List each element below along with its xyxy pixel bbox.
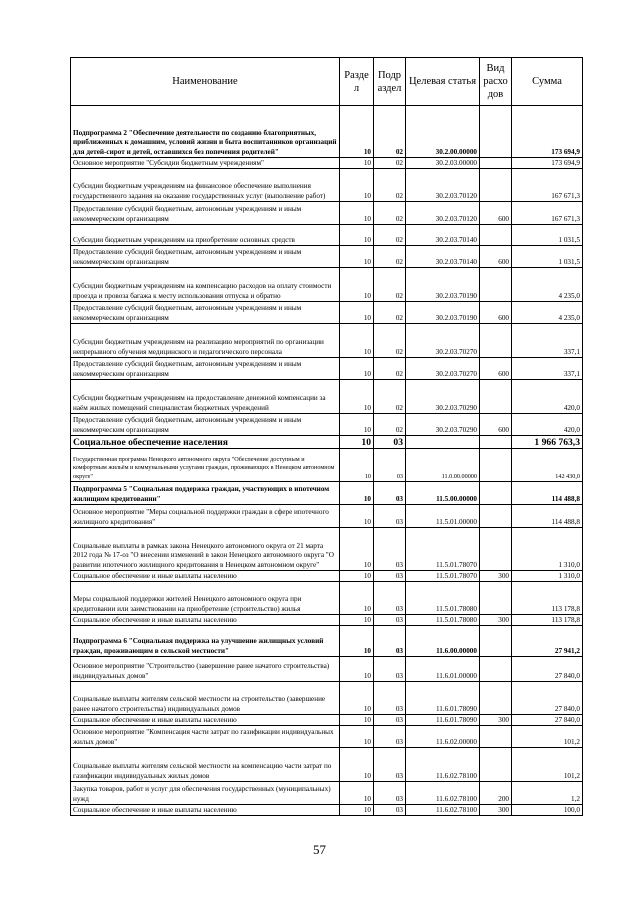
row-section: 10 [340,571,374,582]
row-expense-type: 300 [480,805,512,816]
row-expense-type: 600 [480,246,512,268]
row-subsection: 02 [374,302,406,324]
table-row [71,324,583,358]
row-expense-type [480,626,512,657]
row-name: Предоставление субсидий бюджетным, автономным учреждениям и иным некоммерческим организациям [71,358,340,380]
row-subsection: 03 [374,528,406,571]
row-expense-type: 300 [480,615,512,626]
row-name: Предоставление субсидий бюджетным, автономным учреждениям и иным некоммерческим организациям [71,246,340,268]
row-name: Субсидии бюджетным учреждениям на компенсацию расходов на оплату стоимости проезда и провоза багажа к месту использования отпуска и обратно [71,268,340,302]
table-row [71,615,583,626]
table-row [71,358,583,380]
row-sum: 4 235,0 [512,302,583,324]
row-expense-type: 600 [480,302,512,324]
row-section: 10 [340,782,374,805]
table-row [71,158,583,169]
table-row [71,782,583,805]
table-header-row [71,58,583,106]
row-sum: 27 840,0 [512,715,583,726]
budget-table [70,57,583,816]
table-row [71,380,583,414]
row-name: Субсидии бюджетным учреждениям на финансовое обеспечение выполнения государственного задания на оказание государственных услуг (выполнение работ) [71,169,340,202]
row-subsection: 02 [374,414,406,436]
row-name: Социальное обеспечение и иные выплаты населению [71,615,340,626]
row-name: Социальное обеспечение и иные выплаты населению [71,715,340,726]
row-expense-type: 300 [480,571,512,582]
row-subsection: 03 [374,682,406,715]
row-section: 10 [340,358,374,380]
header-sum: Сумма [512,58,583,106]
row-target: 11.6.01.78090 [406,682,480,715]
row-expense-type [480,726,512,748]
row-expense-type [480,268,512,302]
row-sum: 167 671,3 [512,169,583,202]
row-name: Предоставление субсидий бюджетным, автономным учреждениям и иным некоммерческим организациям [71,302,340,324]
row-sum: 173 694,9 [512,158,583,169]
row-sum: 1 310,0 [512,528,583,571]
row-expense-type [480,449,512,482]
row-name: Социальные выплаты жителям сельской местности на строительство (завершение ранее начатого строительства) индивидуальных домов [71,682,340,715]
row-subsection: 03 [374,626,406,657]
row-name: Предоставление субсидий бюджетным, автономным учреждениям и иным некоммерческим организациям [71,202,340,225]
row-sum: 27 941,2 [512,626,583,657]
row-sum: 101,2 [512,748,583,782]
row-target: 11.6.02.78100 [406,748,480,782]
row-section: 10 [340,246,374,268]
row-name: Основное мероприятие "Строительство (завершение ранее начатого строительства) индивидуальных домов" [71,657,340,682]
row-section: 10 [340,106,374,158]
row-section: 10 [340,748,374,782]
header-section: Разде л [340,58,374,106]
row-subsection: 02 [374,358,406,380]
header-name: Наименование [71,58,340,106]
row-expense-type [480,528,512,571]
row-section: 10 [340,528,374,571]
table-row [71,726,583,748]
row-subsection: 02 [374,324,406,358]
row-target: 11.6.00.00000 [406,626,480,657]
row-sum: 27 840,0 [512,657,583,682]
row-target: 30.2.03.70120 [406,169,480,202]
row-expense-type [480,582,512,615]
header-subsection: Подр аздел [374,58,406,106]
table-body [71,106,583,816]
row-target: 30.2.03.70140 [406,225,480,246]
row-expense-type [480,324,512,358]
row-section: 10 [340,582,374,615]
row-expense-type [480,748,512,782]
table-row [71,246,583,268]
row-expense-type [480,169,512,202]
row-section: 10 [340,615,374,626]
row-subsection: 03 [374,505,406,528]
row-expense-type: 600 [480,358,512,380]
row-sum: 113 178,8 [512,582,583,615]
row-sum: 337,1 [512,358,583,380]
row-sum: 1 031,5 [512,225,583,246]
row-section: 10 [340,380,374,414]
row-section: 10 [340,715,374,726]
row-target: 11.5.01.78070 [406,528,480,571]
row-target: 11.5.01.78080 [406,615,480,626]
table-row [71,715,583,726]
row-expense-type [480,436,512,449]
row-target: 30.2.03.70190 [406,302,480,324]
row-subsection: 03 [374,615,406,626]
row-expense-type [480,482,512,505]
row-sum: 337,1 [512,324,583,358]
table-row [71,414,583,436]
row-target: 30.2.03.70290 [406,414,480,436]
row-target: 30.2.03.70140 [406,246,480,268]
table-row [71,571,583,582]
row-section: 10 [340,169,374,202]
row-sum: 1 031,5 [512,246,583,268]
page-number: 57 [313,842,326,857]
table-row [71,528,583,571]
row-target: 11.5.01.00000 [406,505,480,528]
row-name: Подпрограмма 2 "Обеспечение деятельности по созданию благоприятных, приближенных к домашним, условий жизни и быта воспитанников организаций для детей-сирот и детей, оставшихся без попечения родителей" [71,106,340,158]
row-section: 10 [340,682,374,715]
row-subsection: 03 [374,571,406,582]
row-subsection: 03 [374,715,406,726]
row-name: Подпрограмма 5 "Социальная поддержка граждан, участвующих в ипотечном жилищном кредитовании" [71,482,340,505]
table-row [71,302,583,324]
row-target: 30.2.03.70290 [406,380,480,414]
row-expense-type: 300 [480,715,512,726]
row-section: 10 [340,414,374,436]
row-expense-type: 200 [480,782,512,805]
row-subsection: 02 [374,225,406,246]
table-row [71,169,583,202]
row-target: 11.6.02.78100 [406,805,480,816]
row-target: 11.5.00.00000 [406,482,480,505]
row-subsection: 03 [374,726,406,748]
row-sum: 142 430,0 [512,449,583,482]
row-subsection: 02 [374,268,406,302]
row-target: 30.2.03.70270 [406,324,480,358]
row-expense-type [480,505,512,528]
row-target: 11.6.01.00000 [406,657,480,682]
row-sum: 167 671,3 [512,202,583,225]
budget-table-container [70,57,582,816]
row-section: 10 [340,268,374,302]
row-name: Меры социальной поддержки жителей Ненецкого автономного округа при кредитовании или заимствовании на приобретение (строительство) жилья [71,582,340,615]
table-row [71,748,583,782]
header-expense-type: Вид расхо дов [480,58,512,106]
row-sum: 114 488,8 [512,505,583,528]
row-sum: 420,0 [512,414,583,436]
row-section: 10 [340,657,374,682]
table-row [71,505,583,528]
row-sum: 1 310,0 [512,571,583,582]
row-subsection: 03 [374,449,406,482]
table-row [71,482,583,505]
row-section: 10 [340,505,374,528]
row-name: Государственная программа Ненецкого автономного округа "Обеспечение доступным и комфортным жильём и коммунальными услугами граждан, проживающих в Ненецком автономном округе" [71,449,340,482]
table-row [71,449,583,482]
row-expense-type [480,106,512,158]
row-sum: 4 235,0 [512,268,583,302]
row-name: Основное мероприятие "Меры социальной поддержки граждан в сфере ипотечного жилищного кредитования" [71,505,340,528]
table-row [71,582,583,615]
row-section: 10 [340,726,374,748]
row-subsection: 03 [374,657,406,682]
row-subsection: 02 [374,380,406,414]
row-section: 10 [340,436,374,449]
row-subsection: 02 [374,169,406,202]
row-name: Основное мероприятие "Субсидии бюджетным учреждениям" [71,158,340,169]
row-name: Субсидии бюджетным учреждениям на предоставление денежной компенсации за наём жилых помещений специалистам бюджетных учреждений [71,380,340,414]
row-section: 10 [340,805,374,816]
row-name: Подпрограмма 6 "Социальная поддержка на улучшение жилищных условий граждан, проживающим в сельской местности" [71,626,340,657]
row-expense-type [480,380,512,414]
table-row [71,225,583,246]
row-subsection: 02 [374,246,406,268]
row-subsection: 03 [374,782,406,805]
row-sum: 100,0 [512,805,583,816]
row-sum: 420,0 [512,380,583,414]
row-name: Закупка товаров, работ и услуг для обеспечения государственных (муниципальных) нужд [71,782,340,805]
row-expense-type [480,657,512,682]
row-section: 10 [340,158,374,169]
row-target: 30.2.03.00000 [406,158,480,169]
row-target: 11.5.01.78080 [406,582,480,615]
row-name: Субсидии бюджетным учреждениям на реализацию мероприятий по организации непрерывного обучения медицинского и педагогического персонала [71,324,340,358]
row-section: 10 [340,449,374,482]
row-sum: 27 840,0 [512,682,583,715]
row-section: 10 [340,626,374,657]
row-subsection: 03 [374,482,406,505]
row-subsection: 02 [374,158,406,169]
table-row [71,657,583,682]
row-section: 10 [340,302,374,324]
row-name: Социальные выплаты жителям сельской местности на компенсацию части затрат по газификации индивидуальных жилых домов [71,748,340,782]
row-target: 11.5.01.78070 [406,571,480,582]
table-row [71,202,583,225]
row-subsection: 03 [374,748,406,782]
row-name: Социальное обеспечение и иные выплаты населению [71,805,340,816]
row-sum: 1 966 763,3 [512,436,583,449]
row-name: Социальное обеспечение населения [71,436,340,449]
row-expense-type [480,682,512,715]
table-row [71,805,583,816]
row-target [406,436,480,449]
row-expense-type [480,158,512,169]
row-target: 11.6.02.00000 [406,726,480,748]
row-name: Социальные выплаты в рамках закона Ненецкого автономного округа от 21 марта 2012 года № 17-оз "О внесении изменений в закон Ненецкого автономного округа "О развитии ипотечного жилищного кредитования в Ненецком автономном округе" [71,528,340,571]
row-target: 11.6.01.78090 [406,715,480,726]
row-target: 11.0.00.00000 [406,449,480,482]
row-section: 10 [340,202,374,225]
row-sum: 101,2 [512,726,583,748]
table-row [71,682,583,715]
row-target: 11.6.02.78100 [406,782,480,805]
table-row [71,626,583,657]
row-name: Предоставление субсидий бюджетным, автономным учреждениям и иным некоммерческим организациям [71,414,340,436]
row-target: 30.2.00.00000 [406,106,480,158]
row-section: 10 [340,225,374,246]
row-sum: 114 488,8 [512,482,583,505]
row-name: Основное мероприятие "Компенсация части затрат по газификации индивидуальных жилых домов" [71,726,340,748]
row-expense-type: 600 [480,202,512,225]
table-row [71,436,583,449]
row-sum: 113 178,8 [512,615,583,626]
table-row [71,106,583,158]
row-expense-type: 600 [480,414,512,436]
row-subsection: 03 [374,582,406,615]
row-target: 30.2.03.70190 [406,268,480,302]
row-name: Социальное обеспечение и иные выплаты населению [71,571,340,582]
row-expense-type [480,225,512,246]
row-sum: 173 694,9 [512,106,583,158]
row-section: 10 [340,324,374,358]
table-row [71,268,583,302]
row-sum: 1,2 [512,782,583,805]
row-subsection: 03 [374,805,406,816]
row-target: 30.2.03.70120 [406,202,480,225]
row-subsection: 02 [374,202,406,225]
header-target: Целевая статья [406,58,480,106]
row-target: 30.2.03.70270 [406,358,480,380]
row-subsection: 02 [374,106,406,158]
row-subsection: 03 [374,436,406,449]
row-name: Субсидии бюджетным учреждениям на приобретение основных средств [71,225,340,246]
row-section: 10 [340,482,374,505]
